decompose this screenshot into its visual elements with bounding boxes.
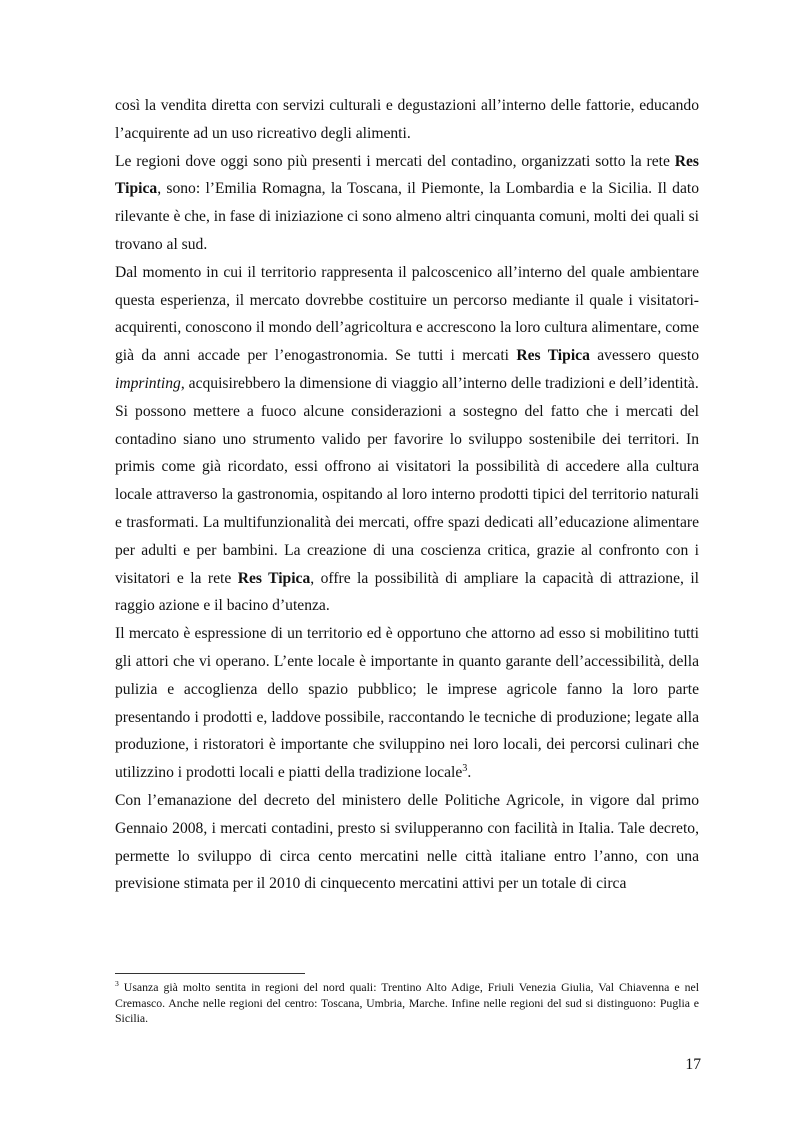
res-tipica-term: Res Tipica [115, 152, 699, 198]
footnote-separator [115, 973, 305, 974]
paragraph: così la vendita diretta con servizi culturali e degustazioni all’interno delle fattorie, educando l’acquirente ad un uso ricreativo degli alimenti. [115, 97, 699, 142]
footnote-number: 3 [115, 979, 119, 989]
paragraph: Con l’emanazione del decreto del ministero delle Politiche Agricole, in vigore dal primo Gennaio 2008, i mercati contadini, presto si svilupperanno con facilità in Italia. Tale decreto, permette lo sviluppo di circa cento mercatini nelle città italiane entro l’anno, con una previsione stimata per il 2010 di cinquecento mercatini attivi per un totale di circa [115, 791, 699, 893]
res-tipica-term: Res Tipica [516, 347, 590, 365]
paragraph: Dal momento in cui il territorio rappresenta il palcoscenico all’interno del quale ambientare questa esperienza, il mercato dovrebbe costituire un percorso mediante il quale i visitatori- acquirenti, conoscono il mondo dell’agricoltura e accrescono la loro cultura alimentare, come già da anni accade per l’enogastronomia. Se tutti i mercati Res Tipica avessero questo imprinting, acquisirebbero la dimensione di viaggio all’interno delle tradizioni e dell’identità. [115, 263, 699, 392]
res-tipica-term: Res Tipica [237, 569, 311, 587]
body-text [115, 92, 699, 898]
footnote-reference[interactable]: 3 [462, 762, 468, 774]
paragraph: Le regioni dove oggi sono più presenti i mercati del contadino, organizzati sotto la rete Res Tipica, sono: l’Emilia Romagna, la Toscana, il Piemonte, la Lombardia e la Sicilia. Il dato rilevante è che, in fase di iniziazione ci sono almeno altri cinquanta comuni, molti dei quali si trovano al sud. [115, 152, 699, 253]
emphasis: imprinting [115, 374, 181, 392]
page-number: 17 [685, 1056, 701, 1073]
paragraph: Si possono mettere a fuoco alcune considerazioni a sostegno del fatto che i mercati del contadino siano uno strumento valido per favorire lo sviluppo sostenibile dei territori. In primis come già ricordato, essi offrono ai visitatori la possibilità di accedere alla cultura locale attraverso la gastronomia, ospitando al loro interno prodotti tipici del territorio naturali e trasformati. La multifunzionalità dei mercati, offre spazi dedicati all’educazione alimentare per adulti e per bambini. La creazione di una coscienza critica, grazie al confronto con i visitatori e la rete Res Tipica, offre la possibilità di ampliare la capacità di attrazione, il raggio azione e il bacino d’utenza. [115, 402, 699, 615]
footnote: $^3$ Usanza già molto sentita in regioni del nord quali: Trentino Alto Adige, Friuli Venezia Giulia, Val Chiavenna e nel Cremasco. Anche nelle regioni del centro: Toscana, Umbria, Marche. Infine nelle regioni del sud si distinguono: Puglia e Sicilia. [115, 979, 699, 1025]
paragraph: Il mercato è espressione di un territorio ed è opportuno che attorno ad esso si mobilitino tutti gli attori che vi operano. L’ente locale è importante in quanto garante dell’accessibilità, della pulizia e accoglienza dello spazio pubblico; le imprese agricole fanno la loro parte presentando i prodotti e, laddove possibile, raccontando le tecniche di produzione; legate alla produzione, i ristoratori è importante che sviluppino nei loro locali, dei percorsi culinari che utilizzino i prodotti locali e piatti della tradizione locale$^3$. [115, 625, 699, 782]
